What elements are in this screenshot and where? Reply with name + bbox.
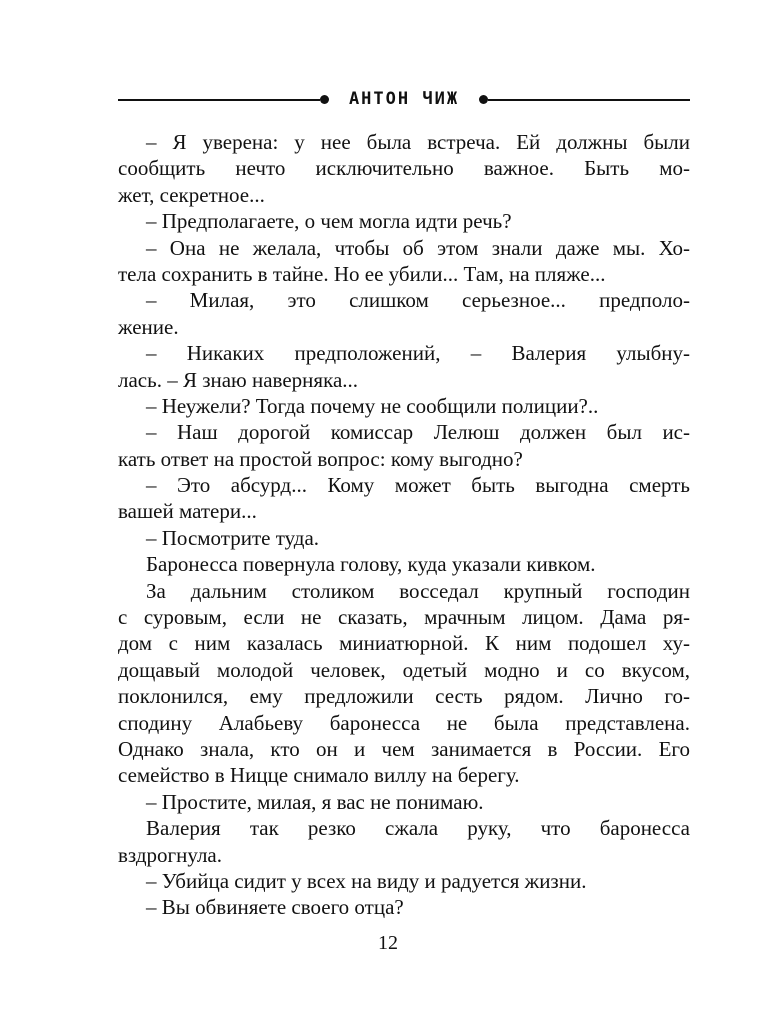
text-line: – Это абсурд... Кому может быть выгодна смерть: [146, 473, 690, 498]
text-line: с суровым, если не сказать, мрачным лицом. Дама ря-: [118, 605, 690, 630]
text-line: – Вы обвиняете своего отца?: [146, 895, 404, 920]
header-author: АНТОН ЧИЖ: [348, 89, 460, 109]
text-line: – Я уверена: у нее была встреча. Ей должны были: [146, 130, 690, 154]
text-line: сообщить нечто исключительно важное. Быть мо-: [118, 156, 690, 181]
header-bullet-right-icon: [479, 95, 488, 104]
text-line: поклонился, ему предложили сесть рядом. Лично го-: [118, 684, 690, 709]
text-line: жет, секретное...: [118, 182, 265, 207]
text-line: лась. – Я знаю наверняка...: [118, 367, 359, 392]
text-line: Баронесса повернула голову, куда указали кивком.: [146, 552, 596, 577]
running-header: [118, 88, 690, 110]
page-body: [118, 129, 690, 921]
header-bullet-left-icon: [320, 95, 329, 104]
text-line: – Никаких предположений, – Валерия улыбну-: [146, 341, 690, 366]
text-line: вашей матери...: [118, 499, 257, 524]
text-line: – Убийца сидит у всех на виду и радуется жизни.: [146, 868, 587, 893]
text-line: – Наш дорогой комиссар Лелюш должен был ис-: [146, 420, 690, 445]
text-line: семейство в Ницце снимало виллу на берегу.: [118, 763, 520, 788]
text-line: Однако знала, кто он и чем занимается в России. Его: [118, 736, 690, 761]
text-line: Валерия так резко сжала руку, что баронесса: [146, 816, 690, 841]
header-rule-left: [118, 99, 320, 101]
text-line: – Она не желала, чтобы об этом знали даже мы. Хо-: [146, 235, 690, 260]
text-line: – Неужели? Тогда почему не сообщили полиции?..: [146, 393, 599, 418]
text-line: сподину Алабьеву баронесса не была представлена.: [118, 710, 690, 735]
text-line: – Простите, милая, я вас не понимаю.: [146, 789, 484, 814]
text-line: – Посмотрите туда.: [146, 525, 320, 550]
text-line: дом с ним казалась миниатюрной. К ним подошел ху-: [118, 631, 690, 656]
header-rule-right: [488, 99, 690, 101]
text-line: тела сохранить в тайне. Но ее убили... Там, на пляже...: [118, 261, 606, 286]
text-line: – Милая, это слишком серьезное... предполо-: [146, 288, 690, 313]
text-line: вздрогнула.: [118, 842, 222, 867]
page-number: 12: [378, 932, 398, 954]
text-line: жение.: [118, 314, 179, 339]
text-line: – Предполагаете, о чем могла идти речь?: [146, 209, 512, 234]
text-line: За дальним столиком восседал крупный господин: [146, 578, 690, 603]
text-line: кать ответ на простой вопрос: кому выгодно?: [118, 446, 523, 471]
text-line: дощавый молодой человек, одетый модно и со вкусом,: [118, 657, 690, 682]
